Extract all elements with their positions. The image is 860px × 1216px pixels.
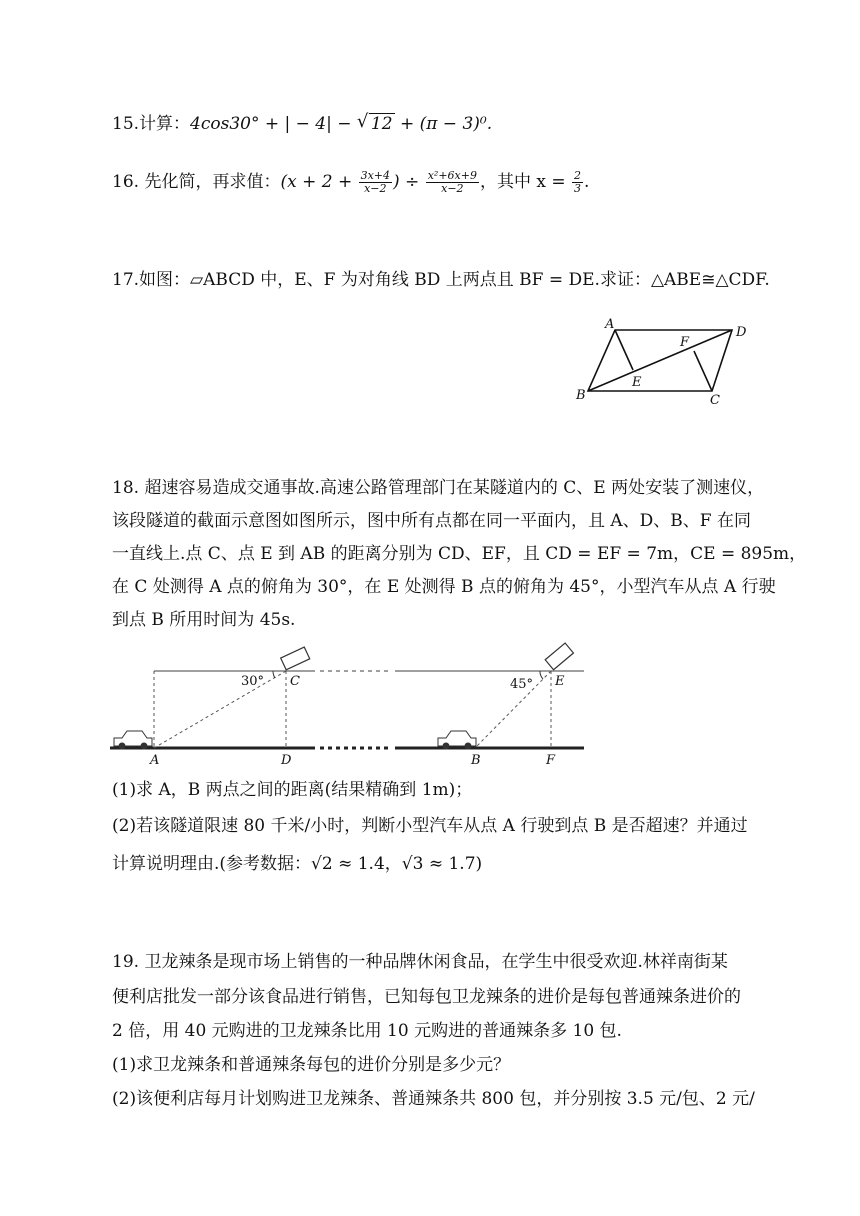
q19-line-3: 2 倍，用 40 元购进的卫龙辣条比用 10 元购进的普通辣条多 10 包.	[112, 1021, 622, 1041]
q18-line-5: 到点 B 所用时间为 45s.	[112, 610, 296, 630]
segment-ae	[615, 330, 633, 370]
question-16	[112, 170, 589, 195]
q15-expr-b: + (π − 3)⁰.	[394, 114, 493, 134]
label-a: A	[150, 753, 160, 768]
q15-expr-a: 4cos30° + | − 4| −	[190, 114, 357, 134]
car-icon	[438, 731, 476, 749]
car-icon	[114, 731, 152, 749]
q16-frac1-den: x−2	[364, 182, 387, 195]
label-f: F	[546, 753, 556, 768]
q18-line-3: 一直线上.点 C、点 E 到 AB 的距离分别为 CD、EF，且 CD = EF = 7m，CE = 895m，	[112, 544, 807, 564]
q16-frac3-den: 3	[574, 182, 581, 195]
q16-end: .	[584, 172, 590, 192]
q16-frac3	[572, 170, 583, 195]
q19-part-1: (1)求卫龙辣条和普通辣条每包的进价分别是多少元？	[112, 1055, 511, 1075]
q16-frac3-num: 2	[574, 169, 581, 182]
q16-prefix: 16. 先化简，再求值：	[112, 172, 281, 192]
label-e: E	[632, 375, 642, 390]
q18-part-2a: (2)若该隧道限速 80 千米/小时，判断小型汽车从点 A 行驶到点 B 是否超速？并通过	[112, 816, 748, 836]
question-17: 17.如图：▱ABCD 中，E、F 为对角线 BD 上两点且 BF = DE.求证：△ABE≅△CDF.	[112, 270, 770, 290]
q18-part-2b: 计算说明理由.(参考数据：√2 ≈ 1.4，√3 ≈ 1.7)	[112, 854, 483, 874]
label-e: E	[555, 674, 565, 689]
angle-45-label: 45°	[510, 677, 534, 692]
q19-part-2: (2)该便利店每月计划购进卫龙辣条、普通辣条共 800 包，并分别按 3.5 元/包、2 元/	[112, 1089, 755, 1109]
q18-line-2: 该段隧道的截面示意图如图所示，图中所有点都在同一平面内，且 A、D、B、F 在同	[112, 511, 752, 531]
label-d: D	[281, 753, 292, 768]
label-f: F	[680, 335, 690, 350]
q16-frac2-num: x²+6x+9	[427, 169, 477, 182]
q18-line-1: 18. 超速容易造成交通事故.高速公路管理部门在某隧道内的 C、E 两处安装了测速仪，	[112, 478, 765, 498]
q18-line-4: 在 C 处测得 A 点的俯角为 30°，在 E 处测得 B 点的俯角为 45°，小型汽车从点 A 行驶	[112, 577, 776, 597]
q16-open: (x + 2 +	[280, 172, 358, 192]
label-a: A	[605, 317, 615, 332]
q16-frac1-num: 3x+4	[360, 169, 391, 182]
label-d: D	[736, 325, 747, 340]
tunnel-figure	[110, 642, 590, 768]
q15-radicand: 12	[370, 114, 393, 134]
label-b: B	[576, 388, 586, 403]
q19-line-1: 19. 卫龙辣条是现市场上销售的一种品牌休闲食品，在学生中很受欢迎.林祥南街某	[112, 952, 728, 972]
angle-30-label: 30°	[241, 674, 265, 689]
question-15	[112, 112, 492, 136]
q16-frac2	[426, 170, 479, 195]
q16-frac2-den: x−2	[441, 182, 464, 195]
diagonal-bd	[588, 330, 732, 391]
q19-line-2: 便利店批发一部分该食品进行销售，已知每包卫龙辣条的进价是每包普通辣条进价的	[112, 987, 741, 1007]
label-c: C	[290, 674, 300, 689]
q15-prefix: 15.计算：	[112, 114, 191, 134]
segment-cf	[694, 351, 712, 391]
q18-part-1: (1)求 A，B 两点之间的距离(结果精确到 1m)；	[112, 780, 473, 800]
q16-where: ，其中 x =	[479, 172, 571, 192]
parallelogram-figure	[570, 316, 760, 408]
label-b: B	[471, 753, 481, 768]
label-c: C	[710, 393, 720, 408]
q16-frac1	[359, 170, 392, 195]
q16-mid: ) ÷	[393, 172, 425, 192]
q15-sqrt: √ 12	[356, 111, 393, 134]
